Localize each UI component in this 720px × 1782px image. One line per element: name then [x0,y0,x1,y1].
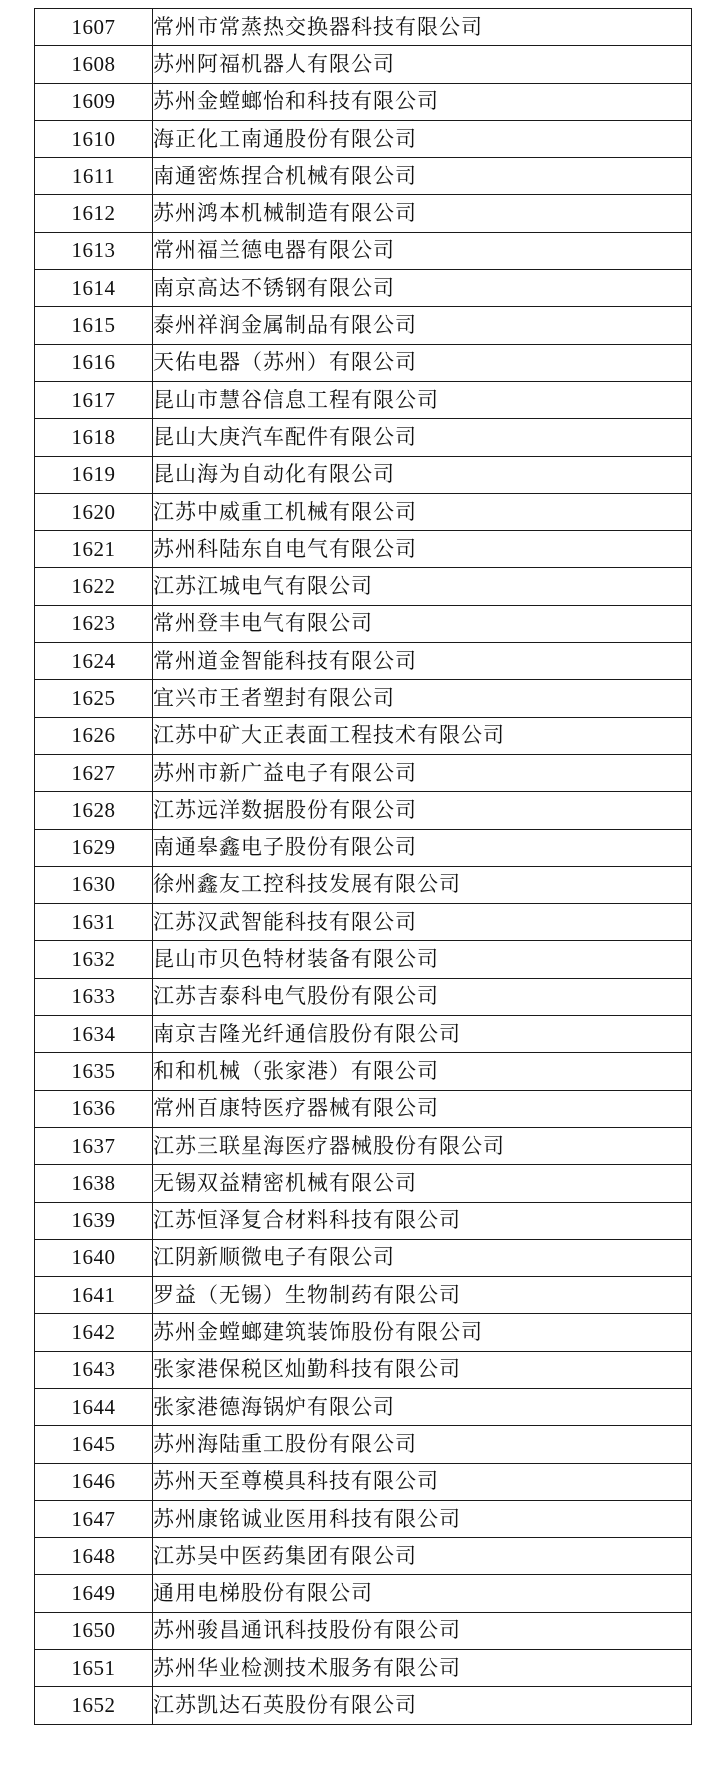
table-row [35,9,692,46]
company-name-cell: 南通皋鑫电子股份有限公司 [153,829,692,866]
table-row [35,83,692,120]
company-name-cell: 苏州海陆重工股份有限公司 [153,1426,692,1463]
company-name-cell: 苏州阿福机器人有限公司 [153,46,692,83]
company-name-cell: 苏州市新广益电子有限公司 [153,754,692,791]
company-name-cell: 常州登丰电气有限公司 [153,605,692,642]
table-row [35,866,692,903]
row-number-cell: 1645 [35,1426,153,1463]
table-row [35,493,692,530]
company-name-cell: 海正化工南通股份有限公司 [153,120,692,157]
table-row [35,1575,692,1612]
row-number-cell: 1618 [35,419,153,456]
company-name-cell: 江苏远洋数据股份有限公司 [153,792,692,829]
company-name-cell: 张家港保税区灿勤科技有限公司 [153,1351,692,1388]
table-row [35,568,692,605]
row-number-cell: 1647 [35,1500,153,1537]
row-number-cell: 1633 [35,978,153,1015]
table-row [35,1500,692,1537]
row-number-cell: 1620 [35,493,153,530]
row-number-cell: 1639 [35,1202,153,1239]
table-row [35,680,692,717]
row-number-cell: 1638 [35,1165,153,1202]
table-row [35,978,692,1015]
company-name-cell: 苏州金螳螂怡和科技有限公司 [153,83,692,120]
row-number-cell: 1609 [35,83,153,120]
table-row [35,381,692,418]
company-table [34,8,692,1725]
row-number-cell: 1616 [35,344,153,381]
table-row [35,1277,692,1314]
row-number-cell: 1627 [35,754,153,791]
table-row [35,531,692,568]
table-row [35,1053,692,1090]
table-row [35,120,692,157]
company-name-cell: 天佑电器（苏州）有限公司 [153,344,692,381]
row-number-cell: 1611 [35,158,153,195]
row-number-cell: 1622 [35,568,153,605]
table-row [35,195,692,232]
company-name-cell: 昆山市慧谷信息工程有限公司 [153,381,692,418]
row-number-cell: 1630 [35,866,153,903]
company-name-cell: 宜兴市王者塑封有限公司 [153,680,692,717]
table-row [35,1612,692,1649]
table-body [35,9,692,1725]
company-name-cell: 江苏中矿大正表面工程技术有限公司 [153,717,692,754]
company-name-cell: 张家港德海锅炉有限公司 [153,1388,692,1425]
company-name-cell: 常州道金智能科技有限公司 [153,643,692,680]
table-row [35,1388,692,1425]
table-row [35,46,692,83]
table-row [35,1127,692,1164]
company-name-cell: 江苏吴中医药集团有限公司 [153,1538,692,1575]
row-number-cell: 1640 [35,1239,153,1276]
row-number-cell: 1634 [35,1016,153,1053]
row-number-cell: 1621 [35,531,153,568]
row-number-cell: 1612 [35,195,153,232]
table-row [35,1202,692,1239]
row-number-cell: 1624 [35,643,153,680]
table-row [35,1090,692,1127]
row-number-cell: 1636 [35,1090,153,1127]
table-row [35,1239,692,1276]
company-name-cell: 和和机械（张家港）有限公司 [153,1053,692,1090]
row-number-cell: 1607 [35,9,153,46]
company-name-cell: 昆山大庚汽车配件有限公司 [153,419,692,456]
company-name-cell: 无锡双益精密机械有限公司 [153,1165,692,1202]
row-number-cell: 1644 [35,1388,153,1425]
table-row [35,643,692,680]
company-name-cell: 江苏恒泽复合材料科技有限公司 [153,1202,692,1239]
company-name-cell: 江苏汉武智能科技有限公司 [153,904,692,941]
row-number-cell: 1631 [35,904,153,941]
company-name-cell: 江苏江城电气有限公司 [153,568,692,605]
row-number-cell: 1614 [35,270,153,307]
table-row [35,1538,692,1575]
company-name-cell: 泰州祥润金属制品有限公司 [153,307,692,344]
company-name-cell: 常州百康特医疗器械有限公司 [153,1090,692,1127]
table-row [35,754,692,791]
table-row [35,1650,692,1687]
table-row [35,1165,692,1202]
table-row [35,941,692,978]
row-number-cell: 1643 [35,1351,153,1388]
row-number-cell: 1617 [35,381,153,418]
company-name-cell: 苏州金螳螂建筑装饰股份有限公司 [153,1314,692,1351]
company-name-cell: 苏州骏昌通讯科技股份有限公司 [153,1612,692,1649]
row-number-cell: 1619 [35,456,153,493]
table-row [35,158,692,195]
table-row [35,1426,692,1463]
company-list-document [34,8,689,1725]
row-number-cell: 1642 [35,1314,153,1351]
row-number-cell: 1615 [35,307,153,344]
table-row [35,456,692,493]
row-number-cell: 1649 [35,1575,153,1612]
row-number-cell: 1628 [35,792,153,829]
row-number-cell: 1641 [35,1277,153,1314]
company-name-cell: 苏州华业检测技术服务有限公司 [153,1650,692,1687]
company-name-cell: 苏州康铭诚业医用科技有限公司 [153,1500,692,1537]
company-name-cell: 昆山市贝色特材装备有限公司 [153,941,692,978]
table-row [35,344,692,381]
company-name-cell: 江苏三联星海医疗器械股份有限公司 [153,1127,692,1164]
row-number-cell: 1648 [35,1538,153,1575]
company-name-cell: 南京高达不锈钢有限公司 [153,270,692,307]
row-number-cell: 1625 [35,680,153,717]
row-number-cell: 1610 [35,120,153,157]
table-row [35,419,692,456]
row-number-cell: 1637 [35,1127,153,1164]
company-name-cell: 常州福兰德电器有限公司 [153,232,692,269]
company-name-cell: 通用电梯股份有限公司 [153,1575,692,1612]
row-number-cell: 1646 [35,1463,153,1500]
table-row [35,717,692,754]
table-row [35,270,692,307]
table-row [35,904,692,941]
company-name-cell: 罗益（无锡）生物制药有限公司 [153,1277,692,1314]
table-row [35,829,692,866]
table-row [35,232,692,269]
row-number-cell: 1608 [35,46,153,83]
row-number-cell: 1613 [35,232,153,269]
table-row [35,1463,692,1500]
table-row [35,1687,692,1724]
company-name-cell: 南通密炼捏合机械有限公司 [153,158,692,195]
table-row [35,1314,692,1351]
company-name-cell: 南京吉隆光纤通信股份有限公司 [153,1016,692,1053]
company-name-cell: 徐州鑫友工控科技发展有限公司 [153,866,692,903]
table-row [35,307,692,344]
row-number-cell: 1652 [35,1687,153,1724]
row-number-cell: 1629 [35,829,153,866]
row-number-cell: 1626 [35,717,153,754]
company-name-cell: 苏州科陆东自电气有限公司 [153,531,692,568]
table-row [35,605,692,642]
company-name-cell: 江苏凯达石英股份有限公司 [153,1687,692,1724]
company-name-cell: 常州市常蒸热交换器科技有限公司 [153,9,692,46]
table-row [35,792,692,829]
row-number-cell: 1651 [35,1650,153,1687]
row-number-cell: 1650 [35,1612,153,1649]
company-name-cell: 苏州天至尊模具科技有限公司 [153,1463,692,1500]
company-name-cell: 江苏中威重工机械有限公司 [153,493,692,530]
row-number-cell: 1632 [35,941,153,978]
row-number-cell: 1635 [35,1053,153,1090]
company-name-cell: 苏州鸿本机械制造有限公司 [153,195,692,232]
table-row [35,1016,692,1053]
table-row [35,1351,692,1388]
company-name-cell: 江阴新顺微电子有限公司 [153,1239,692,1276]
row-number-cell: 1623 [35,605,153,642]
company-name-cell: 昆山海为自动化有限公司 [153,456,692,493]
company-name-cell: 江苏吉泰科电气股份有限公司 [153,978,692,1015]
